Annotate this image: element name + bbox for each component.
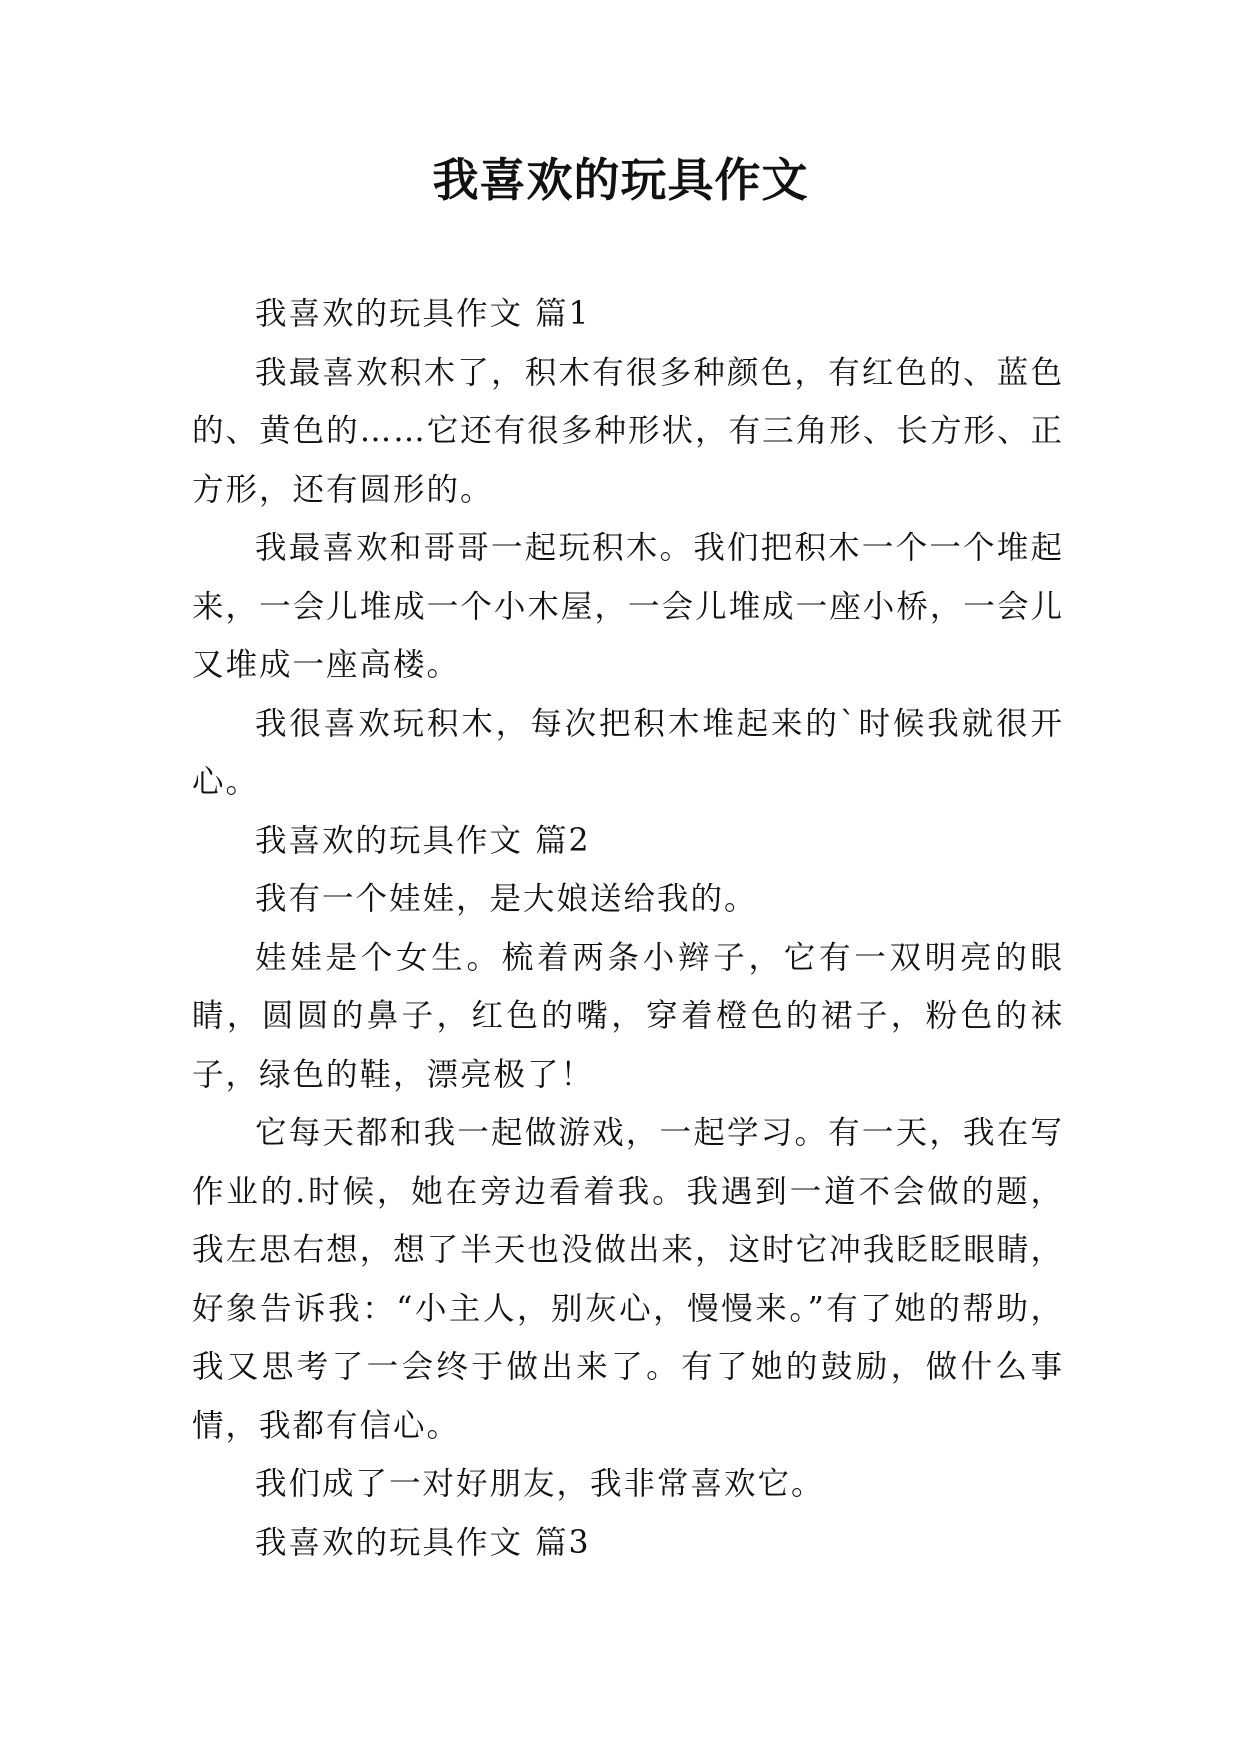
document-title: 我喜欢的玩具作文	[432, 153, 809, 207]
paragraph: 我最喜欢和哥哥一起玩积木。我们把积木一个一个堆起来，一会儿堆成一个小木屋，一会儿堆成一座小桥，一会儿又堆成一座高楼。	[192, 530, 1064, 683]
paragraph: 我有一个娃娃，是大娘送给我的。	[255, 881, 758, 917]
section-heading-3: 我喜欢的玩具作文 篇3	[255, 1524, 591, 1561]
document-body	[192, 285, 1064, 1572]
section-heading-1: 我喜欢的玩具作文 篇1	[255, 296, 591, 332]
paragraph: 娃娃是个女生。梳着两条小辫子，它有一双明亮的眼睛，圆圆的鼻子，红色的嘴，穿着橙色的裙子，粉色的袜子，绿色的鞋，漂亮极了！	[192, 939, 1064, 1093]
paragraph: 我最喜欢积木了，积木有很多种颜色，有红色的、蓝色的、黄色的……它还有很多种形状，有三角形、长方形、正方形，还有圆形的。	[192, 354, 1064, 508]
paragraph: 我很喜欢玩积木，每次把积木堆起来的`时候我就很开心。	[192, 705, 1064, 800]
section-heading-2: 我喜欢的玩具作文 篇2	[255, 822, 591, 859]
paragraph: 它每天都和我一起做游戏，一起学习。有一天，我在写作业的.时候，她在旁边看着我。我遇到一道不会做的题，我左思右想，想了半天也没做出来，这时它冲我眨眨眼睛，好象告诉我：“小主人，别灰心，慢慢来。”有了她的帮助，我又思考了一会终于做出来了。有了她的鼓励，做什么事情，我都有信心。	[192, 1115, 1064, 1444]
paragraph: 我们成了一对好朋友，我非常喜欢它。	[255, 1466, 825, 1502]
